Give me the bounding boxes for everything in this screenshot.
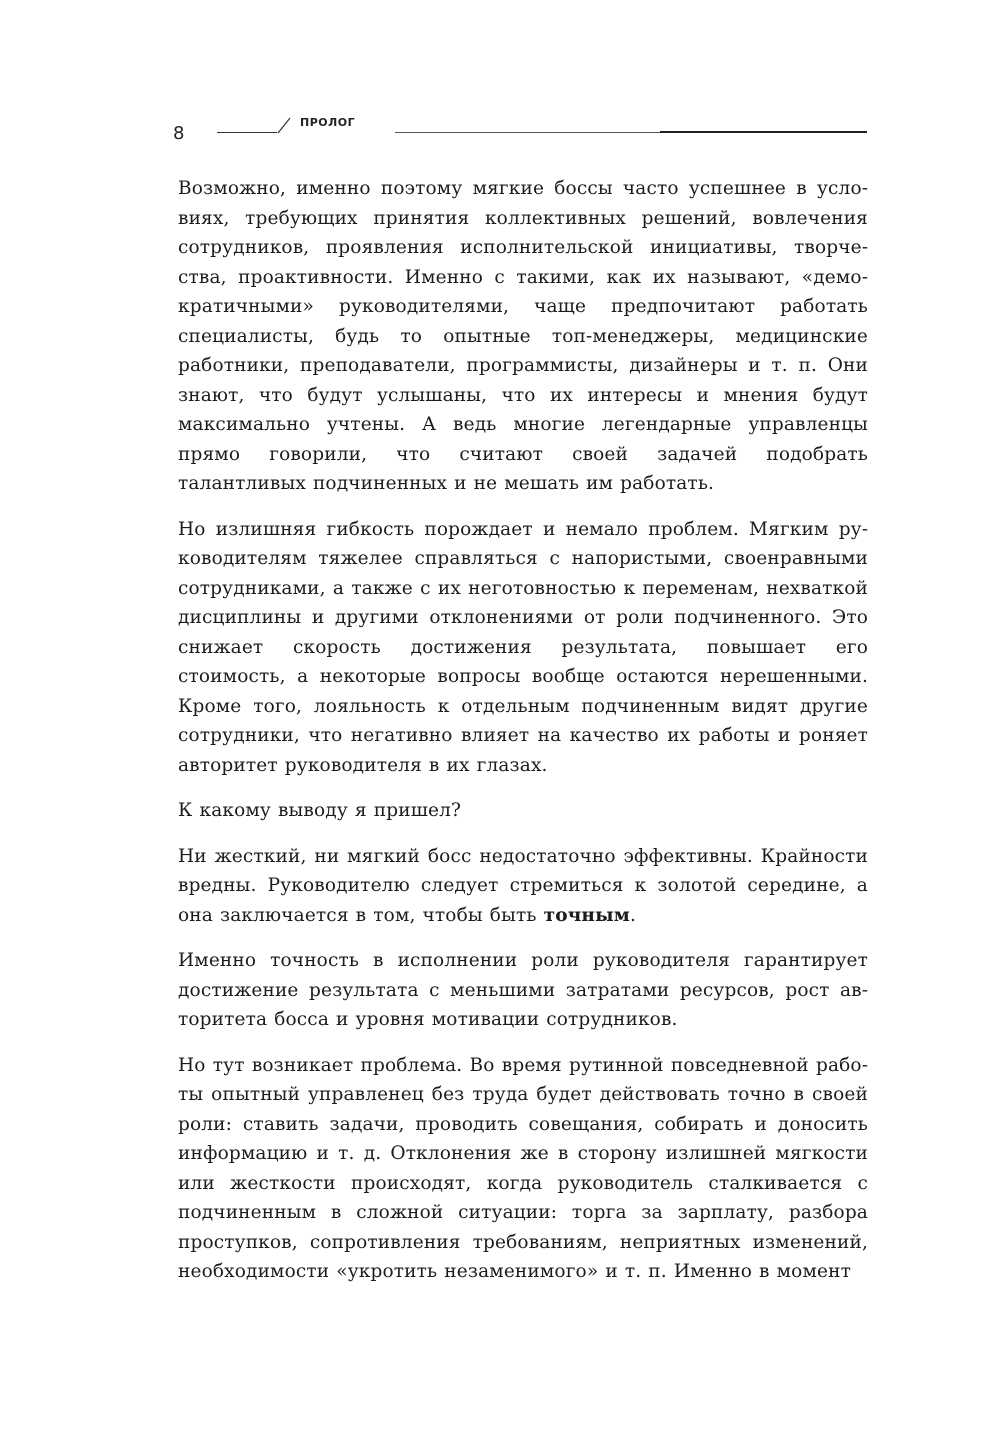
paragraph-2: Но излишняя гибкость порождает и немало проблем. Мягким руководителям тяжелее справляться с напористыми, своенравными сотрудниками, а также с их неготовностью к переменам, нехваткой дисциплины и другими отклонениями от роли подчиненного. Это снижает скорость достижения результата, повышает его стоимость, а некоторые вопросы вообще остаются нерешенными. Кроме того, лояльность к отдельным подчиненным видят другие сотрудники, что негативно влияет на качество их работы и роняет авторитет руководителя в их глазах. [178, 518, 868, 776]
page-number: 8 [173, 123, 185, 144]
body-text [178, 174, 868, 1303]
header-rule-left [217, 132, 277, 133]
emphasis-word: точным [543, 904, 630, 926]
paragraph-3: К какому выводу я пришел? [178, 800, 462, 821]
section-title: ПРОЛОГ [300, 116, 356, 129]
paragraph-5: Именно точность в исполнении роли руководителя гарантирует достижение результата с меньшими затратами ресурсов, рост авторитета босса и уровня мотивации сотрудников. [178, 950, 868, 1030]
running-header [0, 0, 987, 150]
paragraph-4 [178, 842, 868, 931]
paragraph-6: Но тут возникает проблема. Во время рутинной повседневной работы опытный управленец без труда будет действовать точно в своей роли: ставить задачи, проводить совещания, собирать и доносить информацию и т. д. Отклонения же в сторону излишней мягкости или жесткости происходят, когда руководитель сталкивается с подчиненным в сложной ситуации: торга за зарплату, разбора проступков, сопротивления требованиям, неприятных изменений, необходимости «укротить незаменимого» и т. п. Именно в момент [178, 1054, 868, 1282]
slash-divider [276, 117, 292, 134]
paragraph-1: Возможно, именно поэтому мягкие боссы часто успешнее в условиях, требующих принятия коллективных решений, вовлечения сотрудников, проявления исполнительской инициативы, творчества, проактивности. Именно с такими, как их называют, «демократичными» руководителями, чаще предпочитают работать специалисты, будь то опытные топ-менеджеры, медицинские работники, преподаватели, программисты, дизайнеры и т. п. Они знают, что будут услышаны, что их интересы и мнения будут максимально учтены. А ведь многие легендарные управленцы прямо говорили, что считают своей задачей подобрать талантливых подчиненных и не мешать им работать. [178, 178, 868, 494]
paragraph-4-start: Ни жесткий, ни мягкий босс недостаточно эффективны. Крайности вредны. Руководителю следует стремиться к золотой середине, а она заключается в том, чтобы быть [178, 845, 868, 926]
header-rule-right-thin [395, 132, 660, 133]
paragraph-4-end: . [630, 904, 637, 926]
header-rule-right-thick [660, 131, 867, 133]
